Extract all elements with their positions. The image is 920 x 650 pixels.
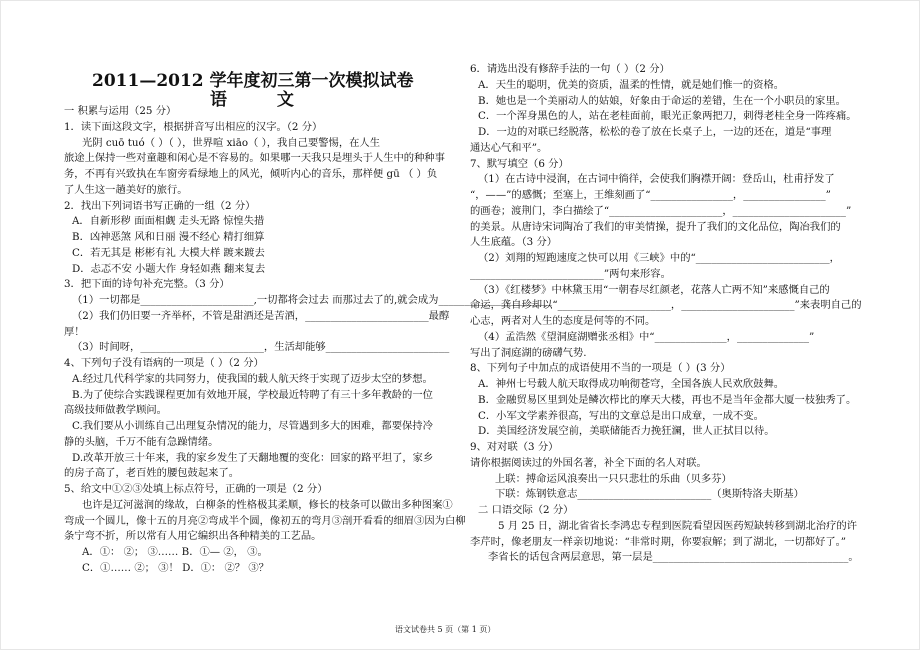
question-8-option-c: C．小军文学素养很高，写出的文章总是出口成章，一成不变。 — [478, 409, 764, 422]
question-6-stem: 6．请选出没有修辞手法的一句（ ）（2 分） — [470, 63, 670, 75]
question-7-item-2: __________________________”两句来形容。 — [470, 267, 671, 280]
exam-title: 2011—2012 学年度初三第一次模拟试卷 — [92, 71, 414, 91]
exam-subject: 语 文 — [210, 90, 316, 110]
question-6-option-d: D．一边的对联已经脱落，松松的卷了放在长桌子上，一边的还在，道是“事理 — [478, 126, 832, 138]
question-8-option-b: B．金融贸易区里到处是鳞次栉比的摩天大楼，再也不是当年金都大厦一枝独秀了。 — [478, 393, 857, 406]
question-3-item-2: （2）我们仍旧要一齐举杯，不管是甜酒还是苦酒，________________________最醇 — [72, 309, 450, 322]
question-5-stem: 5、给文中①②③处填上标点符号，正确的一项是（2 分） — [64, 483, 328, 495]
question-7-item-1: 人生底蕴。（3 分） — [470, 236, 558, 249]
question-1-text: 旅途上保持一些对童趣和闲心是不容易的。如果哪一天我只是埋头于人生中的种种事 — [64, 152, 445, 165]
question-5-options: C．①…… ②； ③！ D．①： ②？ ③？ — [82, 561, 269, 574]
section-2-passage: 5 月 25 日，湖北省省长李鸿忠专程到医院看望因医药短缺转移到湖北治疗的许 — [498, 519, 857, 532]
question-7-item-4: （4）孟浩然《望洞庭湖赠张丞相》中“______________，______________” — [478, 330, 815, 343]
question-1-stem: 1．读下面这段文字，根据拼音写出相应的汉字。（2 分） — [64, 120, 323, 133]
question-7-item-3: 心志，两者对人生的态度是何等的不同。 — [470, 315, 656, 327]
question-5-passage: 也许是辽河滋润的缘故，白柳条的性格极其柔顺，修长的枝条可以做出多种图案① — [82, 498, 453, 511]
question-3-item-1: （1）一切都是______________________,一切都将会过去 而那过去了的,就会成为______________________ — [72, 294, 552, 306]
question-5-options: A．①： ②； ③…… B．①— ②， ③。 — [82, 546, 268, 558]
question-7-item-1: （1）在古诗中浸润，在古词中徜徉，会使我们胸襟开阔：登岳山，杜甫抒发了 — [478, 173, 835, 186]
question-9-stem: 9、对对联（3 分） — [470, 441, 559, 453]
question-4-option-d: 的房子高了，老百姓的腰包鼓起来了。 — [64, 467, 240, 480]
question-4-stem: 4、下列句子没有语病的一项是（ ）（2 分） — [64, 357, 264, 369]
question-1-text: 务，不再有兴致执在车窗旁看绿地上的风光，倾听内心的音乐，那样便 gū （ ）负 — [64, 168, 438, 180]
question-5-passage: 弯成一个圆儿，像十五的月亮②弯成半个圆，像初五的弯月③剖开看看的细眉③因为白柳 — [64, 514, 466, 527]
question-4-option-b: B.为了使综合实践课程更加有效地开展，学校最近特聘了有三十多年教龄的一位 — [72, 388, 433, 401]
question-7-item-3: 命运，龚自珍却以“______________________，______________________”来表明自己的 — [470, 299, 862, 312]
question-7-stem: 7、默写填空（6 分） — [470, 157, 569, 170]
question-5-passage: 条宁弯不折，所以常有人用它编织出各种精美的工艺品。 — [64, 530, 322, 543]
question-2-option-a: A．自新形秽 面面相觑 走头无路 惊惶失措 — [72, 215, 265, 228]
section-heading: 一 积累与运用（25 分） — [64, 105, 177, 117]
question-6-option-c: C．一个浑身黑色的人，站在老桂面前，眼光正象两把刀，刺得老桂全身一阵疼痛。 — [478, 110, 857, 123]
question-4-option-c: 静的头脑，千万不能有急躁情绪。 — [64, 435, 219, 448]
section-2-passage: 李芹时，像老朋友一样亲切地说：“非常时期，你要寂解；到了湖北，一切都好了。” — [470, 535, 847, 548]
question-7-item-3: （3）《红楼梦》中林黛玉用“一朝春尽红颜老，花落人亡两不知”来感慨自己的 — [478, 283, 830, 296]
right-column — [470, 62, 862, 566]
question-8-option-a: A．神州七号载人航天取得成功响彻苍穹，全国各族人民欢欣鼓舞。 — [478, 378, 785, 390]
question-2-option-b: B．凶神恶煞 风和日丽 漫不经心 精打细算 — [72, 231, 265, 243]
question-9-lower-couplet: 下联：炼钢铁意志__________________________（奥斯特洛夫斯基） — [495, 488, 804, 501]
question-6-option-b: B．她也是一个美丽动人的姑娘，好象由于命运的差错，生在一个小职员的家里。 — [478, 94, 846, 107]
question-7-item-4: 写出了洞庭湖的磅礴气势. — [470, 346, 587, 359]
question-4-option-c: C.我们要从小训练自己出理复杂情况的能力，尽管遇到多大的困难，都要保持冷 — [72, 420, 433, 432]
question-6-option-a: A．天生的聪明，优美的资质，温柔的性情，就是她们惟一的资格。 — [478, 78, 785, 91]
question-7-item-1: “，——”的感慨；至塞上，王维刻画了“________________，________________” — [470, 189, 831, 201]
question-4-option-b: 高级技师做教学顾问。 — [64, 404, 167, 417]
question-2-option-d: D．忐忑不安 小题大作 身轻如燕 翻来复去 — [72, 262, 266, 275]
question-4-option-d: D.改革开放三十年来，我的家乡发生了天翻地覆的变化：回家的路平坦了，家乡 — [72, 451, 434, 464]
question-1-text: 了人生这一趟美好的旅行。 — [64, 183, 188, 196]
question-2-option-c: C．若无其是 彬彬有礼 大模大样 踱来踱去 — [72, 246, 265, 259]
question-3-item-3: （3）时间呀，________________________，生活却能够________________________ — [72, 341, 450, 354]
question-1-text: 光阴 cuō tuó（ ）（ ），世界喧 xiāo（ ），我自己要警惕，在人生 — [82, 136, 381, 149]
question-6-option-d: 通达心气和平”。 — [470, 141, 548, 154]
page-footer: 语文试卷共 5 页（第 1 页） — [395, 625, 496, 634]
question-2-stem: 2．找出下列词语书写正确的一组（2 分） — [64, 199, 256, 212]
question-7-item-1: 的画卷；渡荆门，李白描绘了“______________________，______________________” — [470, 204, 852, 217]
question-3-stem: 3．把下面的诗句补充完整。（3 分） — [64, 278, 230, 291]
question-3-item-2: 厚！ — [64, 325, 85, 338]
question-8-stem: 8、下列句子中加点的成语使用不当的一项是（ ）(3 分） — [470, 362, 731, 375]
question-9-instruction: 请你根据阅读过的外国名著，补全下面的名人对联。 — [470, 456, 707, 469]
section-2-question: 李省长的话包含两层意思，第一层是______________________________________。 — [488, 551, 859, 564]
question-9-upper-couplet: 上联：搏命运风浪奏出一只只悲壮的乐曲（贝多芬） — [495, 472, 732, 485]
question-8-option-d: D．美国经济发展空前，美联储能否力挽狂澜，世人正拭目以待。 — [478, 425, 775, 438]
question-4-option-a: A.经过几代科学家的共同努力，使我国的载人航天终于实现了迈步太空的梦想。 — [72, 372, 433, 385]
question-7-item-1: 的美景。从唐诗宋词陶冶了我们的审美情操，提升了我们的文化品位，陶冶我们的 — [470, 220, 841, 233]
section-2-heading: 二 口语交际（2 分） — [478, 504, 574, 516]
question-7-item-2: （2）刘翔的短跑速度之快可以用《三峡》中的“__________________________， — [478, 252, 840, 264]
